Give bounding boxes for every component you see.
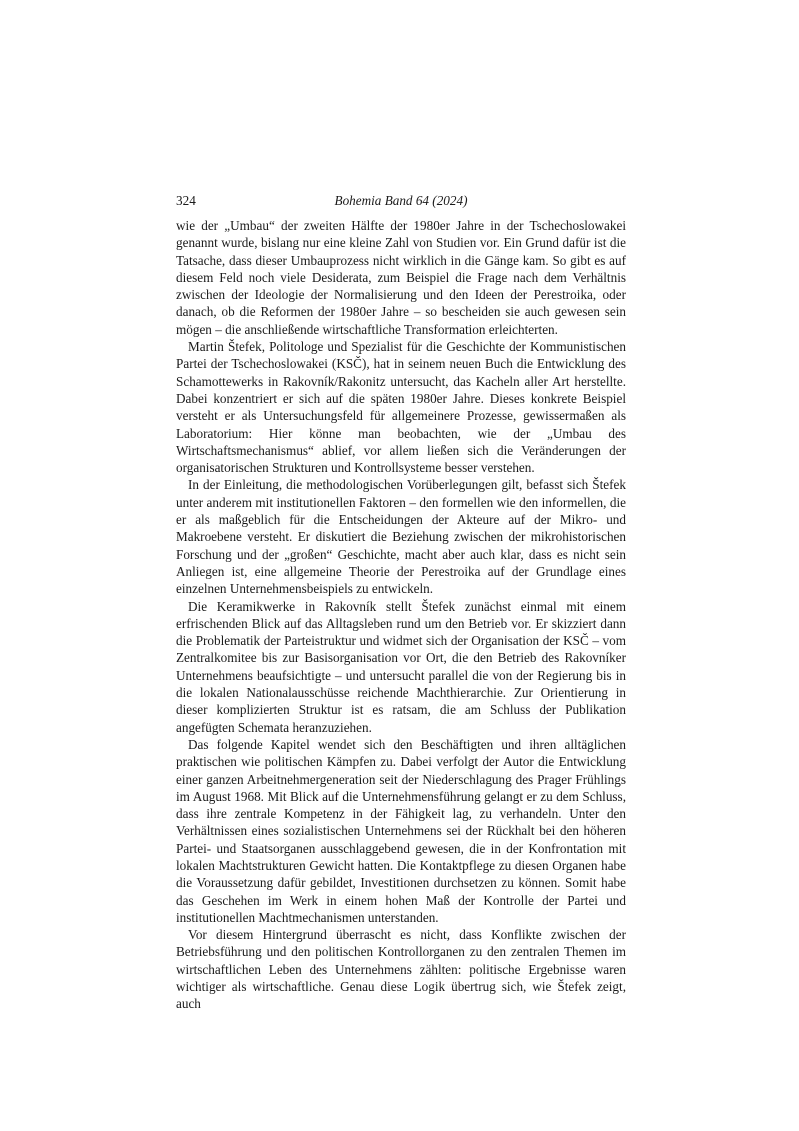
running-head: Bohemia Band 64 (2024) [334, 193, 468, 208]
paragraph: Die Keramikwerke in Rakovník stellt Štefek zunächst einmal mit einem erfrischenden Blick auf das Alltagsleben rund um den Betrieb vor. Er skizziert dann die Problematik der Parteistruktur und widmet sich der Organisation der KSČ – vom Zentralkomitee bis zur Basisorganisation vor Ort, die den Betrieb des Rakovníker Unternehmens beaufsichtigte – und untersucht parallel die von der Regierung bis in die lokalen Nationalausschüsse reichende Machthierarchie. Zur Orientierung in dieser komplizierten Struktur ist es ratsam, die am Schluss der Publikation angefügten Schemata heranzuziehen. [176, 598, 626, 735]
paragraph: Martin Štefek, Politologe und Spezialist für die Geschichte der Kommunistischen Partei der Tschechoslowakei (KSČ), hat in seinem neuen Buch die Entwicklung des Schamottewerks in Rakovník/Rakonitz untersucht, das Kacheln aller Art herstellte. Dabei konzentriert er sich auf die späten 1980er Jahre. Dieses konkrete Beispiel versteht er als Untersuchungsfeld für allgemeinere Prozesse, gewissermaßen als Laboratorium: Hier könne man beobachten, wie der „Umbau des Wirtschaftsmechanismus“ ablief, vor allem ließen sich die Veränderungen der organisatorischen Strukturen und Kontrollsysteme besser verstehen. [176, 339, 626, 476]
book-page [176, 193, 626, 1013]
page-number: 324 [176, 193, 196, 208]
page-header [176, 193, 626, 217]
paragraph: Vor diesem Hintergrund überrascht es nicht, dass Konflikte zwischen der Betriebsführung und den politischen Kontrollorganen zu den zentralen Themen im wirtschaftlichen Leben des Unternehmens zählten: politische Ergebnisse waren wichtiger als wirtschaftliche. Genau diese Logik übertrug sich, wie Štefek zeigt, auch [176, 927, 626, 1012]
paragraph: Das folgende Kapitel wendet sich den Beschäftigten und ihren alltäglichen praktischen wie politischen Kämpfen zu. Dabei verfolgt der Autor die Entwicklung einer ganzen Arbeitnehmergeneration seit der Niederschlagung des Prager Frühlings im August 1968. Mit Blick auf die Unternehmensführung gelangt er zu dem Schluss, dass ihre zentrale Kompetenz in der Fähigkeit lag, zu verhandeln. Unter den Verhältnissen eines sozialistischen Unternehmens sei der Rückhalt bei den höheren Partei- und Staatsorganen ausschlaggebend gewesen, die in der Konfrontation mit lokalen Machtstrukturen Gewicht hatten. Die Kontaktpflege zu diesen Organen habe die Voraussetzung dafür gebildet, Investitionen durchsetzen zu können. Somit habe das Geschehen im Werk in einem hohen Maß der Kontrolle der Partei und institutionellen Machtmechanismen unterstanden. [176, 736, 626, 925]
paragraph: In der Einleitung, die methodologischen Vorüberlegungen gilt, befasst sich Štefek unter anderem mit institutionellen Faktoren – den formellen wie den informellen, die er als maßgeblich für die Entscheidungen der Akteure auf der Mikro- und Makroebene versteht. Er diskutiert die Beziehung zwischen der mikrohistorischen Forschung und der „großen“ Geschichte, macht aber auch klar, dass es nicht sein Anliegen ist, eine allgemeine Theorie der Perestroika auf der Grundlage eines einzelnen Unternehmensbeispiels zu entwickeln. [176, 477, 626, 597]
body-text [176, 217, 626, 1013]
paragraph: wie der „Umbau“ der zweiten Hälfte der 1980er Jahre in der Tschechoslowakei genannt wurde, bislang nur eine kleine Zahl von Studien vor. Ein Grund dafür ist die Tatsache, dass dieser Umbauprozess nicht wirklich in die Gänge kam. So gibt es auf diesem Feld noch viele Desiderata, zum Beispiel die Frage nach dem Verhältnis zwischen der Ideologie der Normalisierung und den Ideen der Perestroika, oder danach, ob die Reformen der 1980er Jahre – so bescheiden sie auch gewesen sein mögen – die anschließende wirtschaftliche Transformation erleichterten. [176, 218, 626, 337]
